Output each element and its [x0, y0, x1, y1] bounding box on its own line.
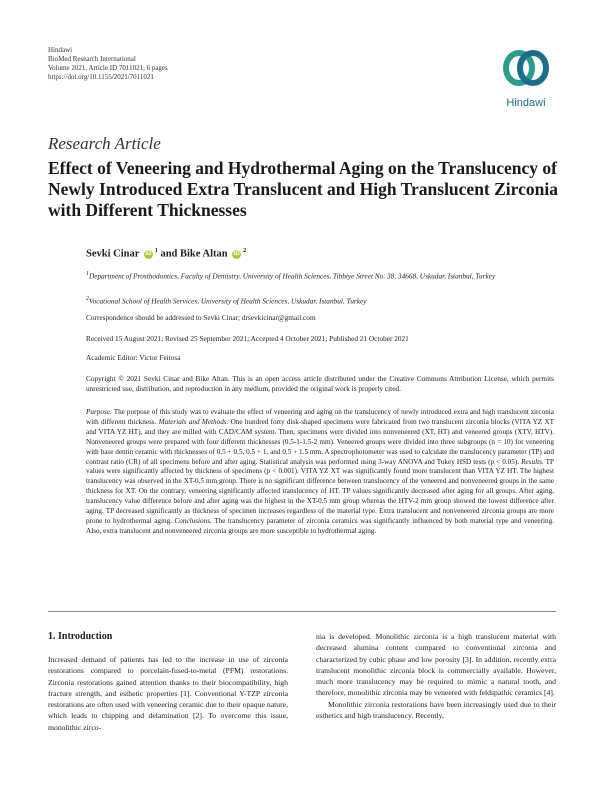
paragraph: Monolithic zirconia restorations have been increasingly used due to their esthetics and high translucency. Recently, — [316, 699, 556, 721]
orcid-icon[interactable]: iD — [145, 250, 152, 257]
correspondence: Correspondence should be addressed to Sevki Cinar; drsevkicinar@gmail.com — [86, 313, 316, 322]
abstract-methods-label: Materials and Methods. — [158, 417, 229, 426]
abstract-results-label: Results. — [521, 457, 544, 466]
hindawi-logo[interactable] — [496, 46, 556, 109]
copyright-notice: Copyright © 2021 Sevki Cinar and Bike Altan. This is an open access article distributed under the Creative Commons Attribution License, which permits unrestricted use, distribution, and reproduction in any medium, provided the original work is properly cited. — [86, 374, 554, 393]
doi-link[interactable]: https://doi.org/10.1155/2021/7011021 — [48, 73, 154, 81]
paragraph: Increased demand of patients has led to the increase in use of zirconia restorations compared to porcelain-fused-to-metal (PFM) restorations. Zirconia restorations gained attention thanks to their biocompatibility, high fracture strength, and esthetic properties [1]. Conventional Y-TZP zirconia restorations are often used with veneering ceramic due to their opaque nature, which leads to chipping and delamination [2]. To overcome this issue, monolithic zirco- — [48, 655, 288, 732]
article-type: Research Article — [48, 134, 161, 153]
right-column — [316, 631, 556, 721]
journal-name: BioMed Research International — [48, 55, 136, 63]
journal-header — [48, 46, 168, 82]
paragraph: nia is developed. Monolithic zirconia is a high translucent material with decreased alumina content compared to conventional zirconia and characterized by cubic phase and low porosity [3]. In addition, recently extra translucent monolithic zirconia block is commercially available. However, much more translucency may be required to mimic a natural tooth, and therefore, monolithic zirconia may be veneered with feldspathic ceramics [4]. — [316, 632, 556, 698]
abstract-conclusions-label: Conclusions. — [174, 516, 212, 525]
article-title: Effect of Veneering and Hydrothermal Aging on the Translucency of Newly Introduced Extra Translucent and High Translucent Zirconia with Different Thicknesses — [48, 158, 558, 220]
academic-editor: Academic Editor: Victor Feitosa — [86, 353, 181, 362]
publication-dates: Received 15 August 2021; Revised 25 September 2021; Accepted 4 October 2021; Published 21 October 2021 — [86, 334, 409, 343]
abstract-methods: One hundred forty disk-shaped specimens were fabricated from two translucent zirconia blocks (VITA YZ XT and VITA YZ HT), and they are milled with CAD/CAM system. Then, specimens were divided into nonveneered (XT, HT) and veneered groups (XTV, HTV). Nonveneered groups were prepared with four different thicknesses (0.5-1-1.5-2 mm). Veneered groups were divided into three subgroups (n = 10) for veneering with base dentin ceramic with thicknesses of 0.5 + 0.5, 0.5 + 1, and 0.5 + 1.5 mm. A spectrophotometer was used to calculate the translucency parameter (TP) and contrast ratio (CR) of all specimens before and after aging. Statistical analysis was performed using 3-way ANOVA and Tukey HSD tests (p < 0.05). — [86, 417, 555, 466]
left-column — [48, 654, 288, 733]
orcid-icon[interactable]: iD — [233, 250, 240, 257]
author-name[interactable]: Sevki Cinar — [86, 248, 140, 260]
abstract-purpose: The purpose of this study was to evaluate the effect of veneering and aging on the translucency of newly introduced extra and high translucent zirconia with different thickness. — [86, 408, 554, 426]
abstract — [86, 408, 554, 537]
affiliation-marker: 2 — [86, 296, 89, 302]
abstract-purpose-label: Purpose. — [86, 408, 112, 416]
publisher-name: Hindawi — [48, 46, 73, 54]
abstract-conclusions: The translucency parameter of zirconia ceramics was significantly influenced by both material type and veneering. Also, extra translucent and nonveneered zirconia groups are more susceptible to hydrothermal aging. — [86, 516, 554, 535]
section-divider — [48, 611, 556, 612]
section-heading: 1. Introduction — [48, 631, 113, 642]
logo-label: Hindawi — [506, 97, 546, 109]
abstract-results: TP values were significantly affected by thickness of specimens (p < 0.001). VITA YZ XT was significantly found more translucent than VITA YZ HT. The highest translucency was observed in the XT-0.5 mm group. There is no significant difference between translucency of the veneered and nonveneered groups in the same thickness for XT. On the contrary, veneering significantly affected translucency of HT. TP values significantly decreased after aging for all groups. After aging, translucency value difference before and after aging was the highest in the XT-0.5 mm group whereas the HTV-2 mm group showed the lowest difference after aging. TP decreased significantly as thickness of specimen increases regardless of the material type. Extra translucent and nonveneered zirconia groups are more prone to hydrothermal aging. — [86, 457, 554, 525]
affiliation-text: Vocational School of Health Services, University of Health Sciences, Uskudar, Istanbul, Turkey — [89, 296, 367, 306]
author-name[interactable]: Bike Altan — [180, 248, 228, 260]
affiliation-1 — [86, 269, 556, 282]
author-separator: and — [160, 248, 178, 260]
volume-info: Volume 2021, Article ID 7011021, 6 pages — [48, 64, 168, 72]
affiliation-marker: 1 — [86, 271, 89, 277]
affiliation-marker: 2 — [243, 248, 247, 254]
affiliation-marker: 1 — [154, 248, 158, 254]
affiliation-text: Department of Prosthodontics, Faculty of Dentistry, University of Health Sciences, Tibbiye Street No. 38, 34668, Uskudar, Istanbul, Turkey — [89, 271, 496, 281]
author-list — [86, 248, 246, 260]
hindawi-logo-icon — [496, 46, 556, 90]
affiliation-2 — [86, 294, 556, 307]
